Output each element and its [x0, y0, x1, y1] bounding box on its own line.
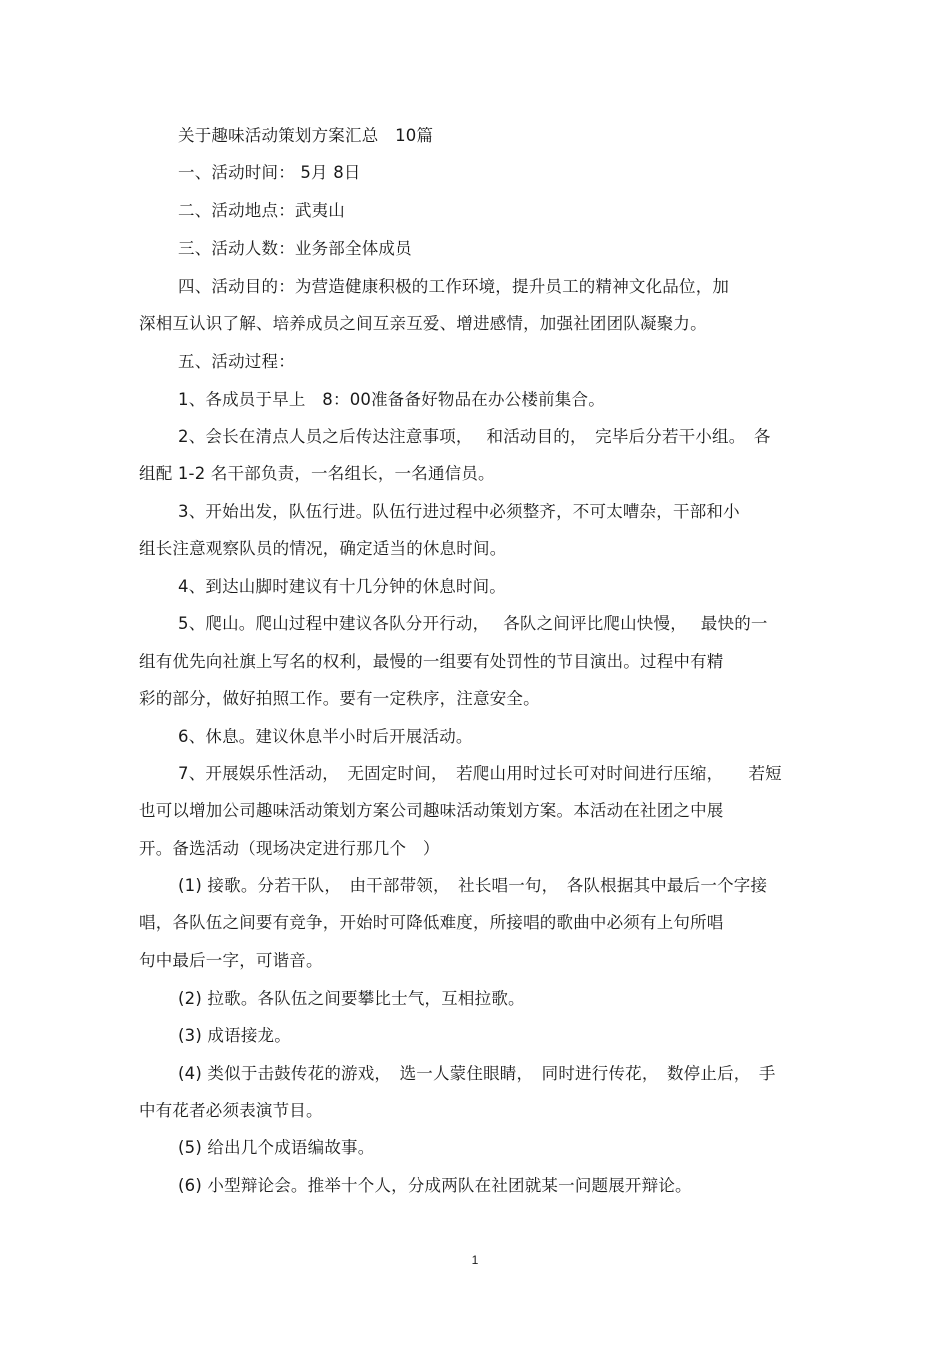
- option-4-line-1: (4) 类似于击鼓传花的游戏， 选一人蒙住眼睛， 同时进行传花， 数停止后， 手: [178, 1064, 776, 1083]
- step-6: 6、休息。建议休息半小时后开展活动。: [178, 727, 473, 746]
- option-6: (6) 小型辩论会。推举十个人，分成两队在社团就某一问题展开辩论。: [178, 1176, 692, 1195]
- step-4: 4、到达山脚时建议有十几分钟的休息时间。: [178, 577, 506, 596]
- document-title: 关于趣味活动策划方案汇总 10篇: [178, 126, 434, 145]
- activity-process-heading: 五、活动过程：: [178, 352, 295, 371]
- step-5-line-2: 组有优先向社旗上写名的权利，最慢的一组要有处罚性的节目演出。过程中有精: [139, 652, 724, 671]
- activity-time: 一、活动时间： 5月 8日: [178, 163, 361, 182]
- activity-participants: 三、活动人数：业务部全体成员: [178, 239, 412, 258]
- option-5: (5) 给出几个成语编故事。: [178, 1138, 375, 1157]
- option-2: (2) 拉歌。各队伍之间要攀比士气，互相拉歌。: [178, 989, 525, 1008]
- step-5-line-1: 5、爬山。爬山过程中建议各队分开行动， 各队之间评比爬山快慢， 最快的一: [178, 614, 768, 633]
- activity-purpose-line-1: 四、活动目的：为营造健康积极的工作环境，提升员工的精神文化品位，加: [178, 277, 730, 296]
- step-1: 1、各成员于早上 8：00准备备好物品在办公楼前集合。: [178, 390, 605, 409]
- option-1-line-2: 唱，各队伍之间要有竞争，开始时可降低难度，所接唱的歌曲中必须有上句所唱: [139, 913, 724, 932]
- step-7-line-1: 7、开展娱乐性活动， 无固定时间， 若爬山用时过长可对时间进行压缩， 若短: [178, 764, 782, 783]
- step-5-line-3: 彩的部分，做好拍照工作。要有一定秩序，注意安全。: [139, 689, 540, 708]
- step-2-line-2: 组配 1-2 名干部负责，一名组长，一名通信员。: [139, 464, 495, 483]
- option-1-line-3: 句中最后一字，可谐音。: [139, 951, 323, 970]
- option-4-line-2: 中有花者必须表演节目。: [139, 1101, 323, 1120]
- page-number: 1: [471, 1253, 479, 1267]
- step-3-line-2: 组长注意观察队员的情况，确定适当的休息时间。: [139, 539, 507, 558]
- option-1-line-1: (1) 接歌。分若干队， 由干部带领， 社长唱一句， 各队根据其中最后一个字接: [178, 876, 768, 895]
- step-7-line-2: 也可以增加公司趣味活动策划方案公司趣味活动策划方案。本活动在社团之中展: [139, 801, 724, 820]
- step-7-line-3: 开。备选活动（现场决定进行那几个 ）: [139, 839, 440, 858]
- step-3-line-1: 3、开始出发，队伍行进。队伍行进过程中必须整齐，不可太嘈杂，干部和小: [178, 502, 740, 521]
- activity-purpose-line-2: 深相互认识了解、培养成员之间互亲互爱、增进感情，加强社团团队凝聚力。: [139, 314, 707, 333]
- option-3: (3) 成语接龙。: [178, 1026, 291, 1045]
- step-2-line-1: 2、会长在清点人员之后传达注意事项， 和活动目的， 完毕后分若干小组。 各: [178, 427, 771, 446]
- activity-location: 二、活动地点：武夷山: [178, 201, 345, 220]
